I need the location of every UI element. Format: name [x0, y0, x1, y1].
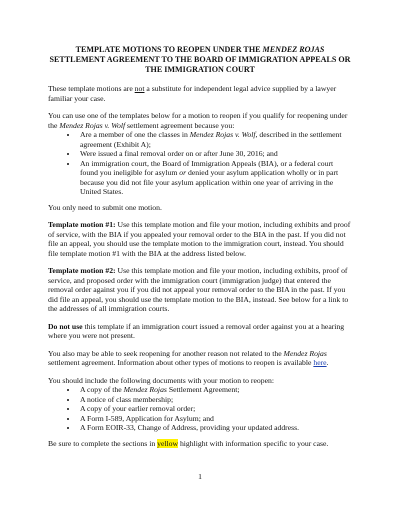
qualify-item-class-member: • Are a member of one the classes in Mendez Rojas v. Wolf, described in the settlement agreement (Exhibit A);	[78, 130, 352, 149]
page-number: 1	[198, 472, 202, 481]
complete-paragraph: Be sure to complete the sections in yellow highlight with information specific to your case.	[48, 438, 329, 448]
title-line3: THE IMMIGRATION COURT	[145, 65, 255, 74]
motion1-label: Template motion #1:	[48, 220, 116, 229]
document-item-removal-order: • A copy of your earlier removal order;	[78, 404, 352, 414]
qualify-list	[48, 130, 352, 197]
yellow-highlight: yellow	[157, 438, 179, 448]
title-line2: SETTLEMENT AGREEMENT TO THE BOARD OF IMMIGRATION APPEALS OR	[49, 55, 351, 64]
motion2-label: Template motion #2:	[48, 266, 116, 275]
qualify-item-ineligible: • An immigration court, the Board of Immigration Appeals (BIA), or a federal court found you ineligible for asylum or denied your asylum application wholly or in part because you did not file your asylum application within one year of arriving in the United States.	[78, 159, 352, 197]
document-title	[48, 45, 352, 75]
title-line1: TEMPLATE MOTIONS TO REOPEN UNDER THE MENDEZ ROJAS	[75, 45, 325, 54]
intro-paragraph: These template motions are not a substitute for independent legal advice supplied by a lawyer familiar your case.	[48, 84, 337, 103]
motion2-paragraph: Template motion #2: Use this template motion and file your motion, including exhibits, proof of service, and proposed order with the immigration court (immigration judge) that entered the removal order against you if you did not appeal your removal order to the BIA in the past. If you did file an appeal, you should use the template motion to the BIA, instead. See below for a link to the addresses of all immigration courts.	[48, 266, 349, 313]
only-one-paragraph: You only need to submit one motion.	[48, 202, 162, 212]
document-item-notice: • A notice of class membership;	[78, 395, 352, 405]
not-emphasis: not	[134, 84, 145, 93]
qualify-item-removal-order: • Were issued a final removal order on or after June 30, 2016; and	[78, 149, 352, 159]
document-item-settlement: • A copy of the Mendez Rojas Settlement Agreement;	[78, 385, 352, 395]
do-not-use-paragraph: Do not use this template if an immigration court issued a removal order against you at a hearing where you were not present.	[48, 321, 345, 340]
document-item-i589: • A Form I-589, Application for Asylum; and	[78, 414, 352, 424]
documents-intro: You should include the following documents with your motion to reopen:	[48, 375, 274, 385]
motion1-paragraph: Template motion #1: Use this template motion and file your motion, including exhibits and proof of service, with the BIA if you appealed your removal order to the BIA in the past. If you did not file an appeal, you should use the template motion to the immigration court, instead. You should file template motion #1 with the BIA at the address listed below.	[48, 220, 351, 258]
other-reason-paragraph: You also may be able to seek reopening for another reason not related to the Mendez Rojas settlement agreement. Information about other types of motions to reopen is available here.	[48, 348, 329, 367]
here-link[interactable]: here	[313, 358, 327, 367]
document-item-eoir33: • A Form EOIR-33, Change of Address, providing your updated address.	[78, 423, 352, 433]
title-case-name: MENDEZ ROJAS	[262, 45, 325, 54]
qualify-paragraph: You can use one of the templates below for a motion to reopen if you qualify for reopening under the Mendez Rojas v. Wolf settlement agreement because you:	[48, 111, 348, 130]
documents-list	[48, 385, 352, 433]
do-not-use-label: Do not use	[48, 321, 83, 331]
